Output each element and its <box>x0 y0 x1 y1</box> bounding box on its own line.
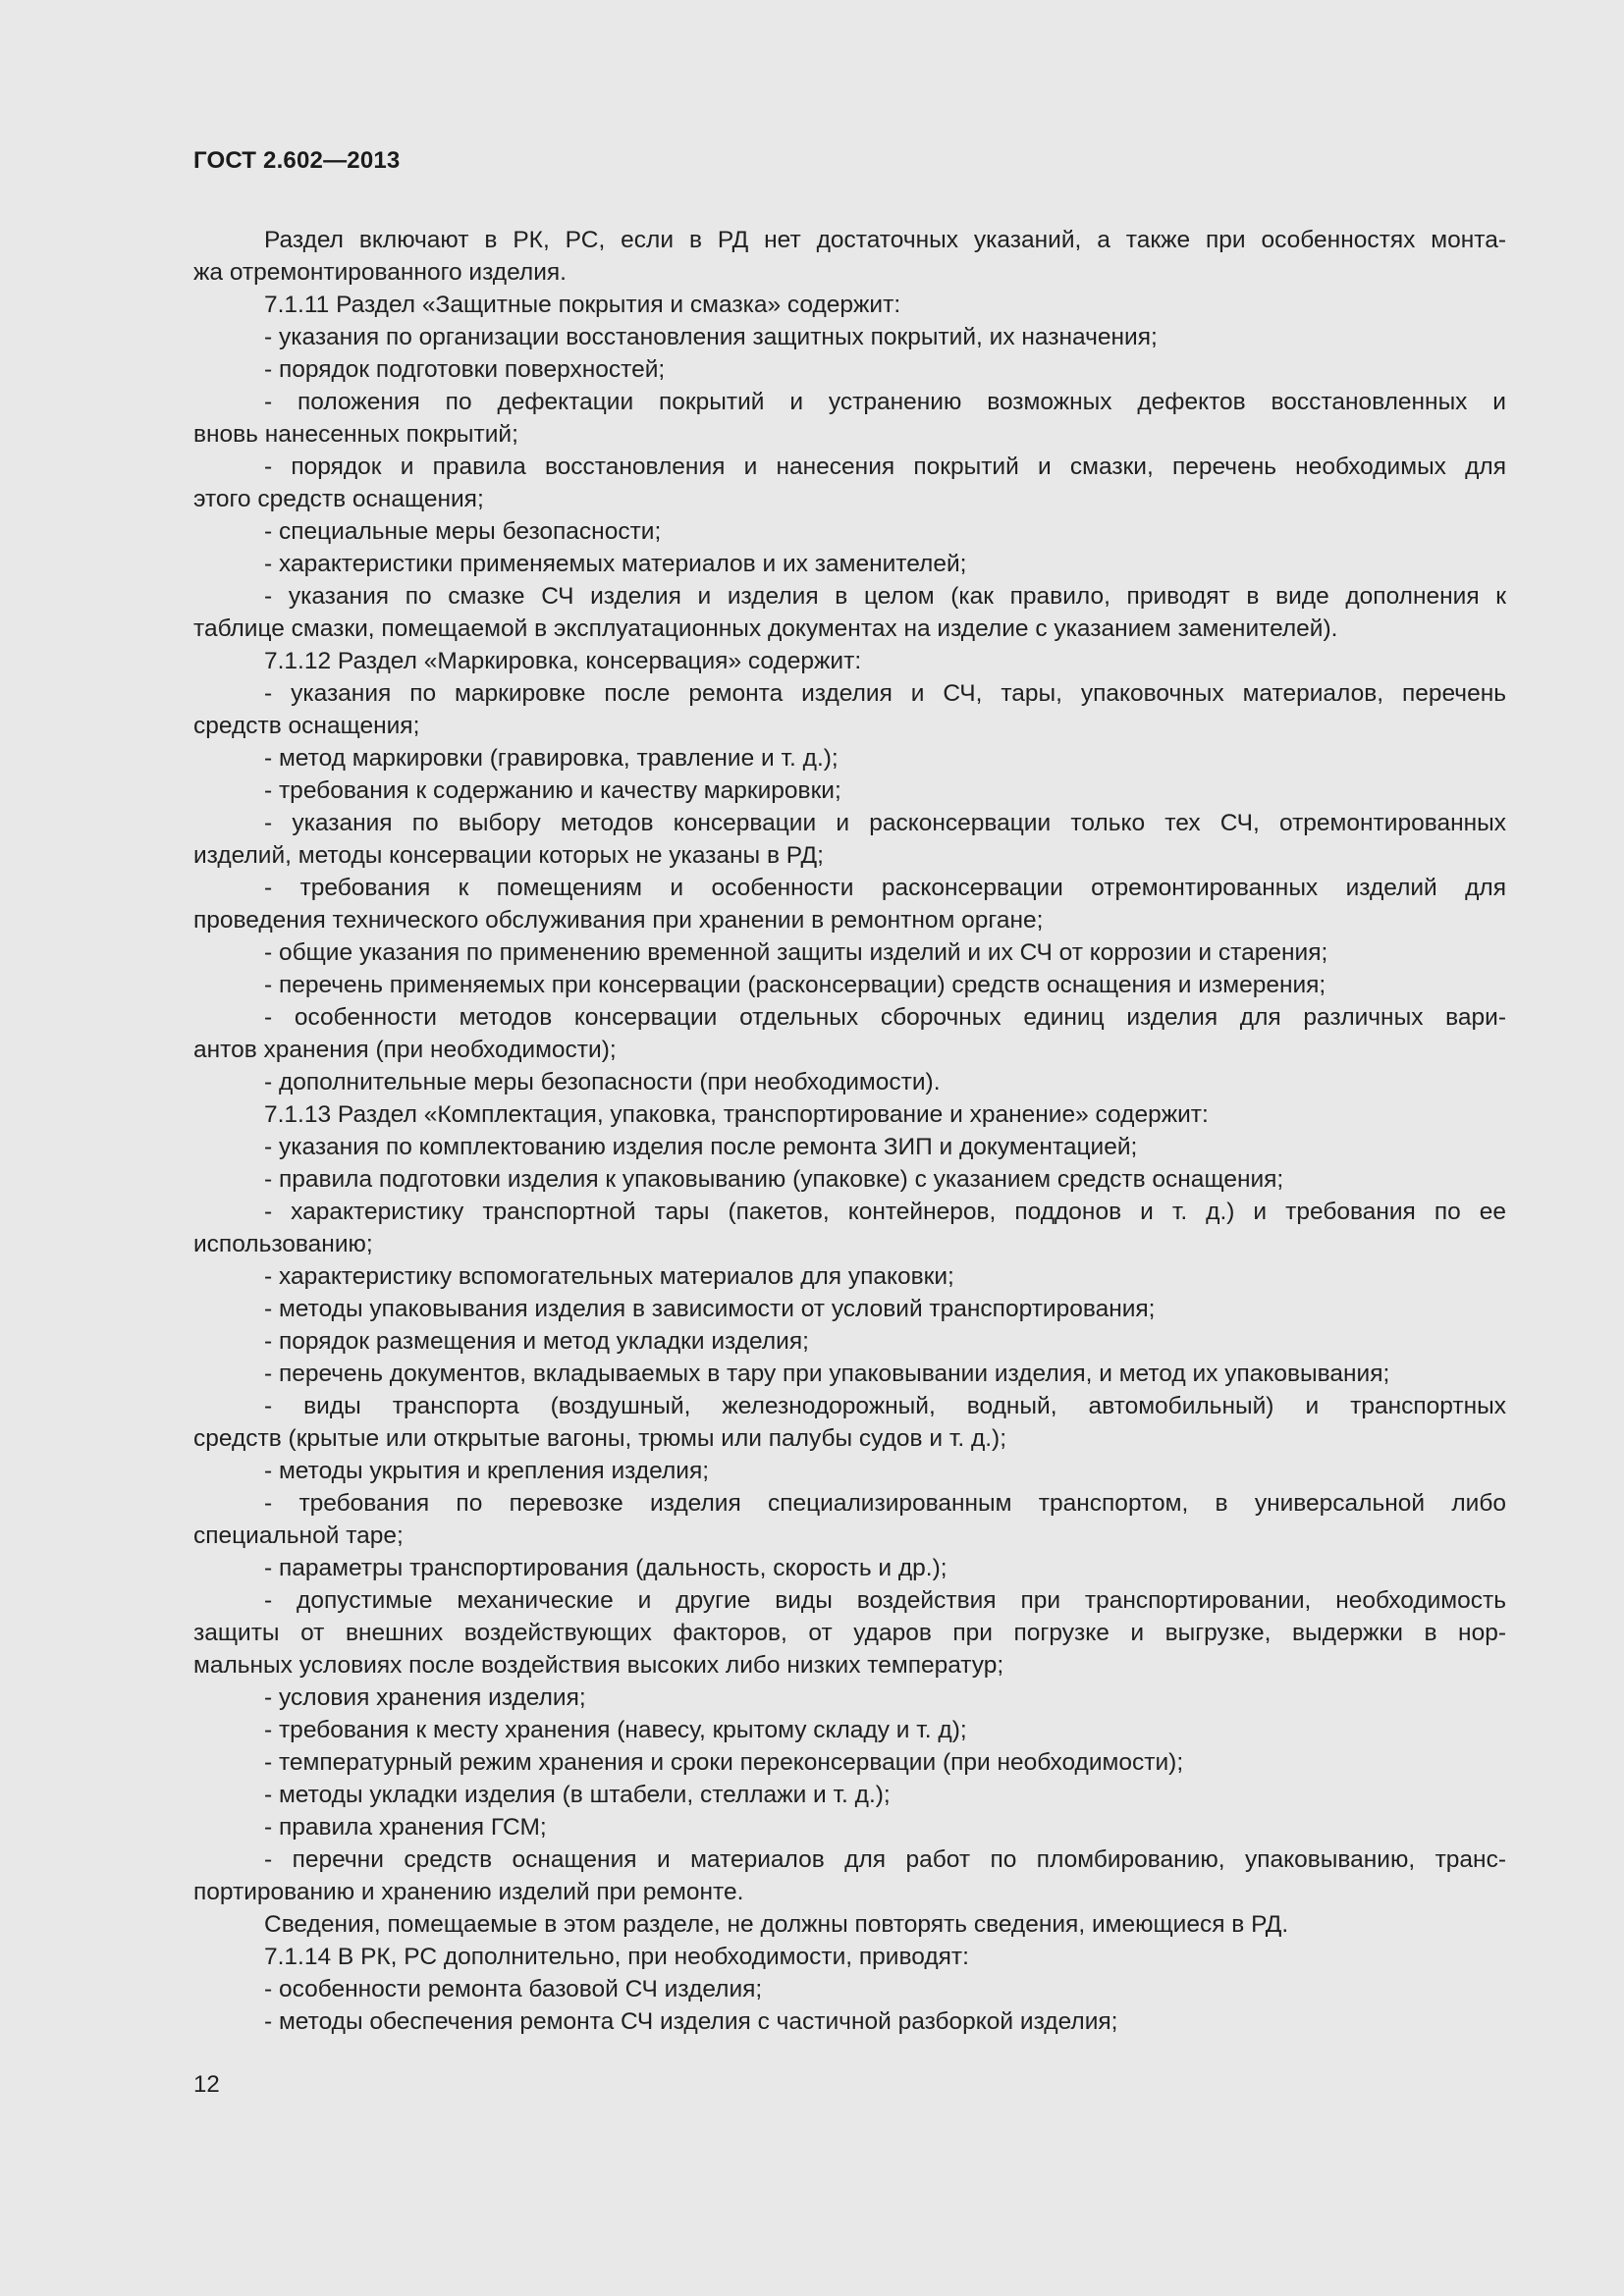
text-line: - характеристики применяемых материалов и их заменителей; <box>264 551 967 577</box>
text-line: - перечень применяемых при консервации (расконсервации) средств оснащения и измерения; <box>264 972 1326 998</box>
page-number: 12 <box>193 2071 220 2098</box>
text-line: специальной таре; <box>193 1522 404 1549</box>
text-line: - правила хранения ГСМ; <box>264 1814 547 1841</box>
text-line: - перечни средств оснащения и материалов для работ по пломбированию, упаковыванию, транс- <box>264 1846 1506 1873</box>
text-line: - методы обеспечения ремонта СЧ изделия с частичной разборкой изделия; <box>264 2008 1118 2035</box>
text-line: - требования к содержанию и качеству маркировки; <box>264 777 841 804</box>
text-line: - указания по организации восстановления защитных покрытий, их назначения; <box>264 324 1158 350</box>
text-line: таблице смазки, помещаемой в эксплуатационных документах на изделие с указанием заменителей). <box>193 615 1338 642</box>
text-line: - особенности методов консервации отдельных сборочных единиц изделия для различных вари- <box>264 1004 1506 1031</box>
document-body <box>193 224 1506 2038</box>
text-line: - методы укладки изделия (в штабели, стеллажи и т. д.); <box>264 1782 891 1808</box>
text-line: - указания по маркировке после ремонта изделия и СЧ, тары, упаковочных материалов, перечень <box>264 680 1506 707</box>
text-line: 7.1.13 Раздел «Комплектация, упаковка, транспортирование и хранение» содержит: <box>264 1101 1209 1128</box>
text-line: - специальные меры безопасности; <box>264 518 662 545</box>
text-line: - порядок подготовки поверхностей; <box>264 356 666 383</box>
text-line: 7.1.11 Раздел «Защитные покрытия и смазка» содержит: <box>264 292 901 318</box>
text-line: средств (крытые или открытые вагоны, трюмы или палубы судов и т. д.); <box>193 1425 1007 1452</box>
text-line: - порядок размещения и метод укладки изделия; <box>264 1328 809 1355</box>
text-line: Раздел включают в РК, РС, если в РД нет достаточных указаний, а также при особенностях монта- <box>264 227 1506 253</box>
text-line: - указания по комплектованию изделия после ремонта ЗИП и документацией; <box>264 1134 1138 1160</box>
text-line: средств оснащения; <box>193 713 420 739</box>
text-line: - параметры транспортирования (дальность, скорость и др.); <box>264 1555 947 1581</box>
text-line: портированию и хранению изделий при ремонте. <box>193 1879 744 1905</box>
text-line: - порядок и правила восстановления и нанесения покрытий и смазки, перечень необходимых для <box>264 454 1506 480</box>
text-line: 7.1.12 Раздел «Маркировка, консервация» содержит: <box>264 648 862 674</box>
text-line: - температурный режим хранения и сроки переконсервации (при необходимости); <box>264 1749 1184 1776</box>
text-line: - требования к помещениям и особенности расконсервации отремонтированных изделий для <box>264 875 1506 901</box>
text-line: Сведения, помещаемые в этом разделе, не должны повторять сведения, имеющиеся в РД. <box>264 1911 1289 1938</box>
text-line: - положения по дефектации покрытий и устранению возможных дефектов восстановленных и <box>264 389 1506 415</box>
text-line: проведения технического обслуживания при хранении в ремонтном органе; <box>193 907 1044 934</box>
text-line: - виды транспорта (воздушный, железнодорожный, водный, автомобильный) и транспортных <box>264 1393 1506 1419</box>
text-line: - характеристику транспортной тары (пакетов, контейнеров, поддонов и т. д.) и требования по ее <box>264 1199 1506 1225</box>
text-line: защиты от внешних воздействующих факторов, от ударов при погрузке и выгрузке, выдержки в нор- <box>193 1620 1506 1646</box>
text-line: - указания по смазке СЧ изделия и изделия в целом (как правило, приводят в виде дополнения к <box>264 583 1506 610</box>
text-line: - методы укрытия и крепления изделия; <box>264 1458 710 1484</box>
text-line: - указания по выбору методов консервации и расконсервации только тех СЧ, отремонтированных <box>264 810 1506 836</box>
text-line: - общие указания по применению временной защиты изделий и их СЧ от коррозии и старения; <box>264 939 1328 966</box>
text-line: - методы упаковывания изделия в зависимости от условий транспортирования; <box>264 1296 1156 1322</box>
text-line: использованию; <box>193 1231 373 1257</box>
document-header: ГОСТ 2.602—2013 <box>193 147 401 174</box>
text-line: мальных условиях после воздействия высоких либо низких температур; <box>193 1652 1004 1679</box>
text-line: - дополнительные меры безопасности (при необходимости). <box>264 1069 941 1095</box>
text-line: - метод маркировки (гравировка, травление и т. д.); <box>264 745 839 772</box>
text-line: жа отремонтированного изделия. <box>193 259 567 286</box>
text-line: антов хранения (при необходимости); <box>193 1037 617 1063</box>
text-line: - правила подготовки изделия к упаковыванию (упаковке) с указанием средств оснащения; <box>264 1166 1284 1193</box>
text-line: - характеристику вспомогательных материалов для упаковки; <box>264 1263 954 1290</box>
text-line: этого средств оснащения; <box>193 486 484 512</box>
text-line: изделий, методы консервации которых не указаны в РД; <box>193 842 824 869</box>
text-line: - допустимые механические и другие виды воздействия при транспортировании, необходимость <box>264 1587 1506 1614</box>
text-line: 7.1.14 В РК, РС дополнительно, при необходимости, приводят: <box>264 1944 969 1970</box>
text-line: - перечень документов, вкладываемых в тару при упаковывании изделия, и метод их упаковывания; <box>264 1361 1390 1387</box>
text-line: - особенности ремонта базовой СЧ изделия; <box>264 1976 763 2002</box>
text-line: - условия хранения изделия; <box>264 1684 586 1711</box>
text-line: - требования к месту хранения (навесу, крытому складу и т. д); <box>264 1717 967 1743</box>
text-line: вновь нанесенных покрытий; <box>193 421 518 448</box>
text-line: - требования по перевозке изделия специализированным транспортом, в универсальной либо <box>264 1490 1506 1517</box>
